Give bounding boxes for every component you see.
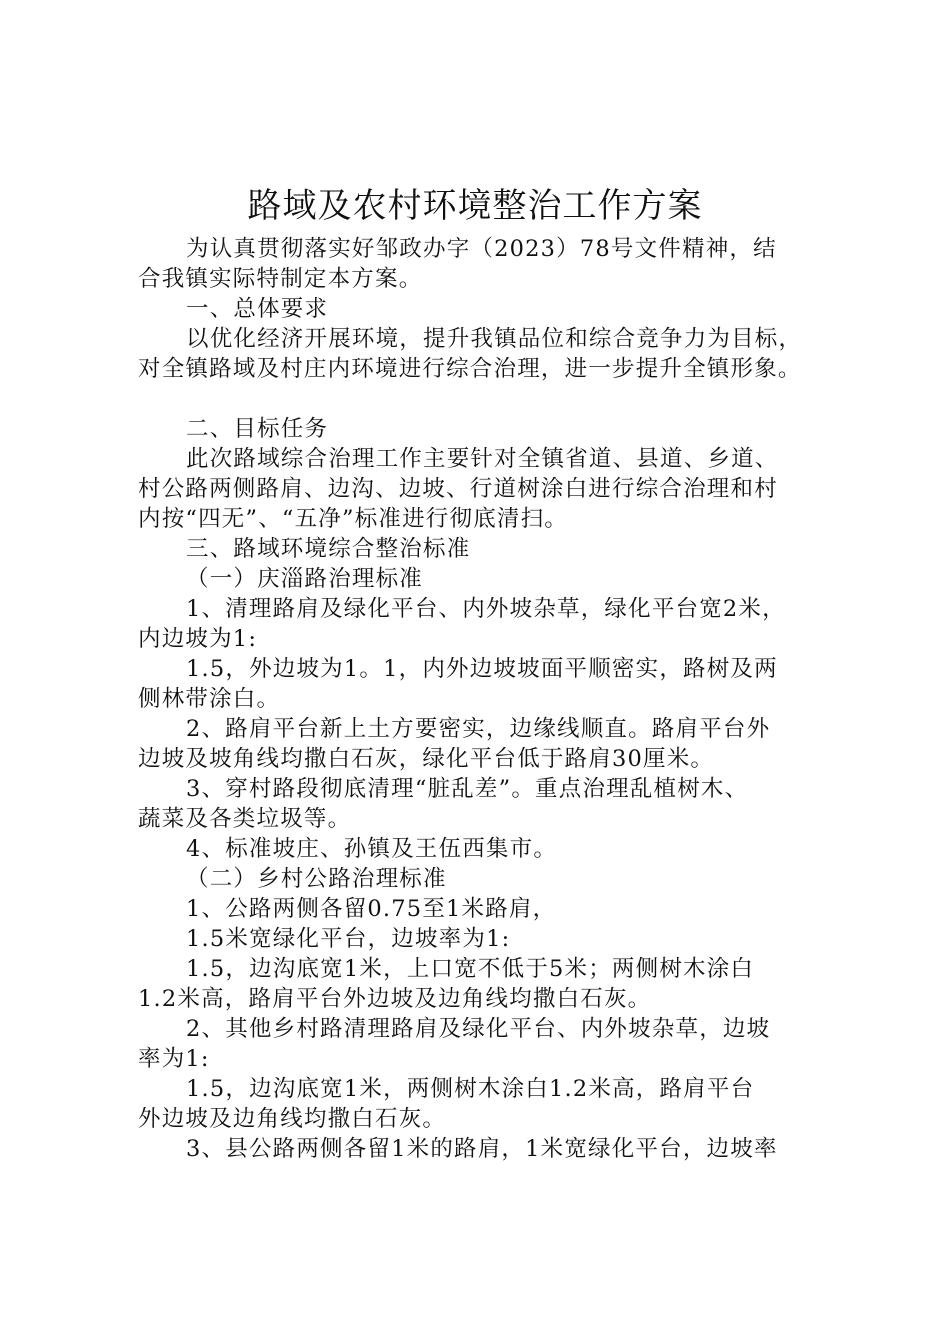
paragraph-line: 1、清理路肩及绿化平台、内外坡杂草，绿化平台宽2米，	[186, 596, 786, 622]
paragraph-line: 3、穿村路段彻底清理“脏乱差”。重点治理乱植树木、	[186, 776, 749, 802]
paragraph-line: 2、其他乡村路清理路肩及绿化平台、内外坡杂草，边坡	[186, 1016, 771, 1042]
paragraph-line: 3、县公路两侧各留1米的路肩，1米宽绿化平台，边坡率	[186, 1136, 778, 1162]
paragraph-line: 内按“四无”、“五净”标准进行彻底清扫。	[138, 506, 569, 532]
paragraph-line: 1.2米高，路肩平台外边坡及边角线均撒白石灰。	[138, 986, 652, 1012]
paragraph-line: 1.5米宽绿化平台，边坡率为1:	[186, 926, 511, 952]
paragraph-line: 以优化经济开展环境，提升我镇品位和综合竞争力为目标，	[186, 326, 803, 352]
document-body	[138, 234, 838, 1164]
subsection-heading: （二）乡村公路治理标准	[186, 866, 447, 892]
paragraph-line: 蔬菜及各类垃圾等。	[138, 806, 352, 832]
paragraph-line: 1.5，边沟底宽1米，上口宽不低于5米；两侧树木涂白	[186, 956, 755, 982]
paragraph-line: 侧林带涂白。	[138, 686, 281, 712]
section-heading: 一、总体要求	[186, 296, 329, 322]
paragraph-line: 4、标准坡庄、孙镇及王伍西集市。	[186, 836, 558, 862]
paragraph-line: 合我镇实际特制定本方案。	[138, 266, 423, 292]
document-title: 路域及农村环境整治工作方案	[247, 186, 703, 226]
subsection-heading: （一）庆淄路治理标准	[186, 566, 424, 592]
paragraph-line: 1、公路两侧各留0.75至1米路肩，	[186, 896, 557, 922]
paragraph-line: 此次路域综合治理工作主要针对全镇省道、县道、乡道、	[186, 446, 779, 472]
paragraph-line: 对全镇路域及村庄内环境进行综合治理，进一步提升全镇形象。	[138, 356, 802, 382]
paragraph-line: 1.5，外边坡为1。1，内外边坡坡面平顺密实，路树及两	[186, 656, 778, 682]
paragraph-line: 1.5，边沟底宽1米，两侧树木涂白1.2米高，路肩平台	[186, 1076, 755, 1102]
blank-line	[138, 384, 838, 414]
paragraph-line: 村公路两侧路肩、边沟、边坡、行道树涂白进行综合治理和村	[138, 476, 778, 502]
paragraph-line: 边坡及坡角线均撒白石灰，绿化平台低于路肩30厘米。	[138, 746, 715, 772]
paragraph-line: 率为1:	[138, 1046, 210, 1072]
paragraph-line: 为认真贯彻落实好邹政办字（2023）78号文件精神，结	[186, 236, 777, 262]
paragraph-line: 外边坡及边角线均撒白石灰。	[138, 1106, 447, 1132]
paragraph-line: 2、路肩平台新上土方要密实，边缘线顺直。路肩平台外	[186, 716, 771, 742]
section-heading: 二、目标任务	[186, 416, 329, 442]
paragraph-line: 内边坡为1:	[138, 626, 258, 652]
section-heading: 三、路域环境综合整治标准	[186, 536, 471, 562]
